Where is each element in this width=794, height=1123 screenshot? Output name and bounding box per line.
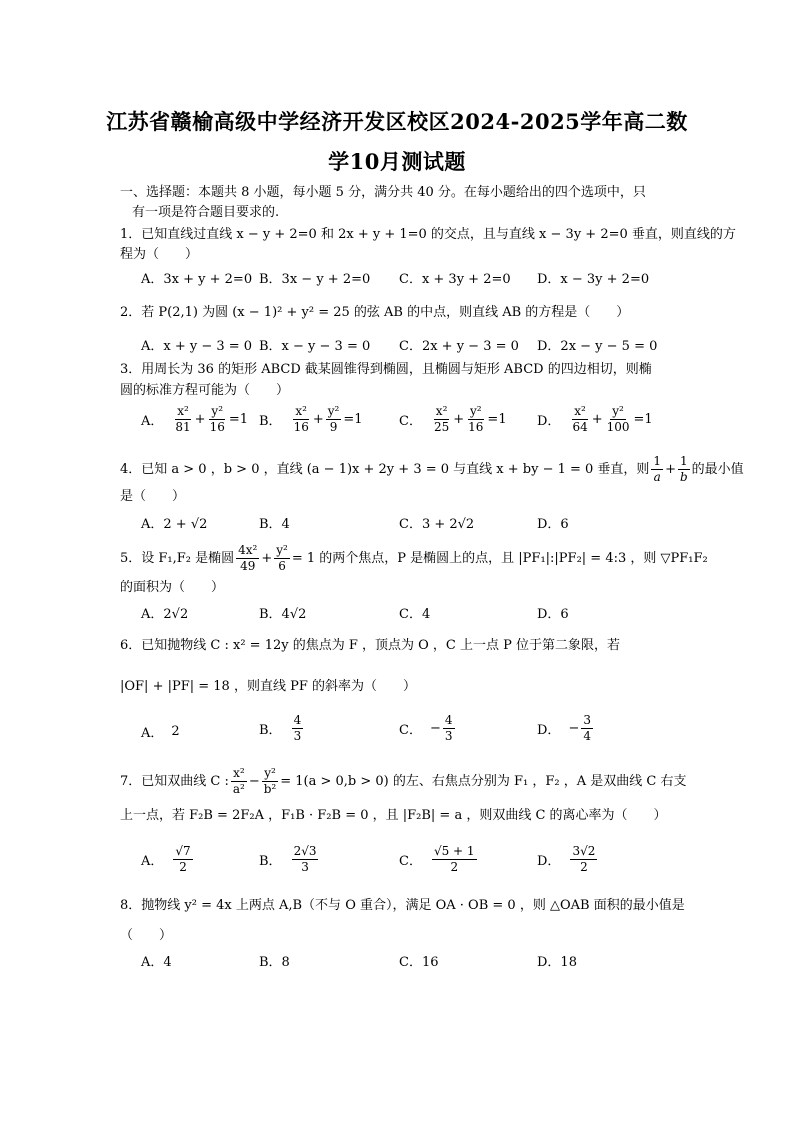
question-7-options bbox=[141, 844, 681, 880]
denominator: 16 bbox=[293, 420, 309, 434]
denominator: a² bbox=[232, 782, 245, 796]
question-6-option-a bbox=[141, 722, 180, 741]
question-4-stem-part-1: 4．已知 a > 0 ，b > 0 ，直线 (a − 1)x + 2y + 3 = 0 与直线 x + by − 1 = 0 垂直，则 bbox=[120, 461, 650, 477]
denominator: 100 bbox=[606, 420, 630, 434]
fraction bbox=[570, 844, 597, 875]
question-7-stem-cont: 上一点，若 F₂B = 2F₂A ，F₁B · F₂B = 0 ，且 |F₂B| = a ，则双曲线 C 的离心率为（ ） bbox=[120, 808, 667, 823]
question-5-stem-part-2: = 1 的两个焦点，P 是椭圆上的点，且 |PF₁|:|PF₂| = 4:3 ，则 ▽PF₁F₂ bbox=[291, 550, 708, 566]
fraction bbox=[570, 404, 589, 435]
numerator: x² bbox=[295, 404, 307, 418]
question-8-stem-cont: （ ） bbox=[120, 928, 173, 943]
denominator: 9 bbox=[329, 420, 338, 434]
numerator: y² bbox=[211, 404, 224, 418]
numerator: y² bbox=[327, 404, 340, 418]
question-4-option-d: D．6 bbox=[537, 517, 569, 532]
question-7-stem: 7．已知双曲线 C : $\frac{\text{x²}}{\text{a²}}$ − $\frac{\text{y²}}{\text{b²}}$ = 1(a > 0,b > 0) 的左、右焦点分别为 F₁ ，F₂ ，A 是双曲线 C 右支 bbox=[120, 766, 687, 796]
denominator: 6 bbox=[278, 559, 286, 573]
numerator: 3√2 bbox=[572, 844, 596, 858]
fraction bbox=[326, 404, 342, 435]
denominator: a bbox=[653, 470, 661, 484]
question-8-option-a: A．4 bbox=[141, 955, 172, 970]
section-heading bbox=[120, 183, 680, 223]
denominator: 2 bbox=[179, 860, 187, 874]
denominator: 3 bbox=[293, 729, 302, 743]
numerator: 1 bbox=[653, 454, 662, 468]
fraction-1-over-a bbox=[651, 454, 663, 485]
denominator: 25 bbox=[433, 420, 450, 434]
denominator: 4 bbox=[583, 729, 591, 743]
question-5-option-c: C．4 bbox=[399, 607, 431, 622]
question-5-option-d: D．6 bbox=[537, 607, 569, 622]
question-6-options bbox=[141, 713, 681, 749]
fraction bbox=[262, 766, 279, 797]
question-2-options bbox=[141, 335, 681, 357]
option-key: D． bbox=[537, 414, 561, 429]
question-3-options bbox=[141, 404, 681, 440]
minus-sign: − bbox=[429, 721, 441, 736]
exam-title-line-2: 学10月测试题 bbox=[328, 149, 466, 174]
fraction bbox=[173, 844, 192, 875]
numerator: y² bbox=[469, 404, 482, 418]
question-5-stem-part-1: 5．设 F₁,F₂ 是椭圆 bbox=[120, 550, 235, 566]
question-3-stem: 3．用周长为 36 的矩形 ABCD 截某圆锥得到椭圆，且椭圆与矩形 ABCD 的四边相切，则椭 bbox=[120, 362, 652, 377]
question-8-options bbox=[141, 951, 681, 973]
denominator: 3 bbox=[301, 860, 309, 874]
fraction bbox=[274, 543, 290, 574]
question-8-option-b: B．8 bbox=[259, 955, 290, 970]
numerator: y² bbox=[612, 404, 624, 418]
question-7-stem-part-2: = 1(a > 0,b > 0) 的左、右焦点分别为 F₁ ，F₂ ，A 是双曲线 C 右支 bbox=[280, 773, 687, 789]
denominator: 81 bbox=[175, 420, 191, 434]
question-3-option-c: C． $\frac{\text{x²}}{25}$ + $\frac{\text{y²}}{16}$ =1 bbox=[399, 404, 507, 434]
section-heading-text: 一、选择题：本题共 8 小题，每小题 5 分，满分共 40 分。在每小题给出的四个选项中，只 bbox=[120, 185, 646, 200]
fraction bbox=[432, 404, 451, 435]
question-3-option-d: D． $\frac{\text{x²}}{64}$ + $\frac{\text{y²}}{100}$ =1 bbox=[537, 404, 653, 434]
question-2-option-a: A．x + y − 3 = 0 bbox=[141, 339, 253, 354]
fraction bbox=[292, 713, 304, 744]
option-key: C． bbox=[399, 854, 422, 869]
option-key: C． bbox=[399, 723, 422, 738]
question-2-stem: 2．若 P(2,1) 为圆 (x − 1)² + y² = 25 的弦 AB 的中点，则直线 AB 的方程是（ ） bbox=[120, 305, 630, 320]
numerator: 4 bbox=[444, 713, 453, 727]
question-7-option-b bbox=[259, 844, 320, 875]
numerator: y² bbox=[264, 766, 276, 780]
fraction bbox=[605, 404, 632, 435]
question-5-option-b: B．4√2 bbox=[259, 607, 307, 622]
question-6-option-b bbox=[259, 713, 305, 744]
question-1-option-a: A．3x + y + 2=0 bbox=[141, 272, 253, 287]
option-key: A． bbox=[141, 414, 164, 429]
question-8-stem: 8．抛物线 y² = 4x 上两点 A,B（不与 O 重合），满足 OA · OB = 0 ，则 △OAB 面积的最小值是 bbox=[120, 898, 685, 913]
question-4-stem-cont: 是（ ） bbox=[120, 489, 186, 504]
numerator: 1 bbox=[679, 454, 688, 468]
question-4-stem: 4．已知 a > 0 ，b > 0 ，直线 (a − 1)x + 2y + 3 = 0 与直线 x + by − 1 = 0 垂直，则 $\frac{1}{a}$ + $\frac{1}{b}$ 的最小值 bbox=[120, 454, 744, 484]
question-5-option-a: A．2√2 bbox=[141, 607, 189, 622]
question-2-option-c: C．2x + y − 3 = 0 bbox=[399, 339, 519, 354]
question-6-option-c bbox=[399, 713, 457, 744]
question-2-option-d: D．2x − y − 5 = 0 bbox=[537, 339, 658, 354]
fraction bbox=[432, 844, 477, 875]
numerator: 4x² bbox=[238, 543, 258, 557]
option-key: A． bbox=[141, 854, 164, 869]
question-1-option-b: B．3x − y + 2=0 bbox=[259, 272, 371, 287]
question-1-options bbox=[141, 268, 681, 290]
denominator: b² bbox=[263, 782, 277, 796]
question-8-option-c: C．16 bbox=[399, 955, 439, 970]
denominator: 16 bbox=[468, 420, 484, 434]
numerator: 2√3 bbox=[293, 844, 317, 858]
question-6-stem-cont: |OF| + |PF| = 18 ，则直线 PF 的斜率为（ ） bbox=[120, 679, 416, 694]
fraction bbox=[236, 543, 259, 574]
question-5-options bbox=[141, 603, 681, 625]
question-2-option-b: B．x − y − 3 = 0 bbox=[259, 339, 371, 354]
numerator: √5 + 1 bbox=[433, 844, 475, 858]
fraction bbox=[466, 404, 485, 435]
option-key: C． bbox=[399, 414, 422, 429]
question-1-stem: 1．已知直线过直线 x − y + 2=0 和 2x + y + 1=0 的交点，且与直线 x − 3y + 2=0 垂直，则直线的方 bbox=[120, 227, 736, 242]
fraction bbox=[292, 844, 319, 875]
numerator: 3 bbox=[583, 713, 591, 727]
fraction bbox=[581, 713, 593, 744]
numerator: x² bbox=[177, 404, 189, 418]
denominator: 16 bbox=[209, 420, 225, 434]
option-key: D． bbox=[537, 723, 561, 738]
fraction bbox=[173, 404, 192, 435]
option-key: A． bbox=[141, 726, 164, 741]
option-key: B． bbox=[259, 723, 282, 738]
numerator: x² bbox=[574, 404, 586, 418]
fraction bbox=[292, 404, 311, 435]
fraction-1-over-b bbox=[678, 454, 690, 485]
denominator: 2 bbox=[450, 860, 459, 874]
denominator: 49 bbox=[240, 559, 256, 573]
question-4-options bbox=[141, 513, 681, 535]
fraction bbox=[443, 713, 455, 744]
exam-title-line-1: 江苏省赣榆高级中学经济开发区校区2024-2025学年高二数 bbox=[106, 109, 688, 134]
question-7-stem-part-1: 7．已知双曲线 C : bbox=[120, 773, 229, 789]
question-5-stem-cont: 的面积为（ ） bbox=[120, 580, 225, 595]
question-3-stem-cont: 圆的标准方程可能为（ ） bbox=[120, 383, 290, 398]
fraction bbox=[231, 766, 247, 797]
denominator: 64 bbox=[572, 420, 588, 434]
numerator: x² bbox=[435, 404, 448, 418]
denominator: b bbox=[679, 470, 688, 484]
numerator: 4 bbox=[293, 713, 302, 727]
option-key: B． bbox=[259, 414, 282, 429]
question-3-option-a: A． $\frac{\text{x²}}{81}$ + $\frac{\text{y²}}{16}$ =1 bbox=[141, 404, 249, 434]
minus-sign: − bbox=[568, 721, 580, 736]
numerator: x² bbox=[233, 766, 245, 780]
question-3-option-b: B． $\frac{\text{x²}}{16}$ + $\frac{\text{y²}}{9}$ =1 bbox=[259, 404, 363, 434]
question-4-option-a: A．2 + √2 bbox=[141, 517, 208, 532]
question-1-option-d: D．x − 3y + 2=0 bbox=[537, 272, 650, 287]
section-heading-continuation: 有一项是符合题目要求的. bbox=[132, 205, 280, 220]
question-4-option-b: B．4 bbox=[259, 517, 290, 532]
question-6-option-d bbox=[537, 713, 595, 744]
question-4-stem-part-2: 的最小值 bbox=[691, 461, 744, 477]
option-key: D． bbox=[537, 854, 561, 869]
option-key: B． bbox=[259, 854, 282, 869]
question-5-stem: 5．设 F₁,F₂ 是椭圆 $\frac{\text{4x²}}{49}$ + $\frac{\text{y²}}{6}$ = 1 的两个焦点，P 是椭圆上的点，且 |PF₁|:|PF₂| = 4:3 ，则 ▽PF₁F₂ bbox=[120, 543, 708, 573]
option-value: 2 bbox=[171, 724, 180, 739]
question-1-stem-cont: 程为（ ） bbox=[120, 247, 199, 262]
question-4-option-c: C．3 + 2√2 bbox=[399, 517, 475, 532]
question-7-option-c bbox=[399, 844, 479, 875]
numerator: y² bbox=[276, 543, 288, 557]
fraction bbox=[208, 404, 227, 435]
question-7-option-d bbox=[537, 844, 599, 875]
denominator: 2 bbox=[580, 860, 588, 874]
question-7-option-a bbox=[141, 844, 195, 875]
question-1-option-c: C．x + 3y + 2=0 bbox=[399, 272, 511, 287]
question-8-option-d: D．18 bbox=[537, 955, 577, 970]
question-6-stem: 6．已知抛物线 C : x² = 12y 的焦点为 F ，顶点为 O ，C 上一点 P 位于第二象限，若 bbox=[120, 638, 621, 653]
numerator: √7 bbox=[175, 844, 191, 858]
denominator: 3 bbox=[444, 729, 453, 743]
